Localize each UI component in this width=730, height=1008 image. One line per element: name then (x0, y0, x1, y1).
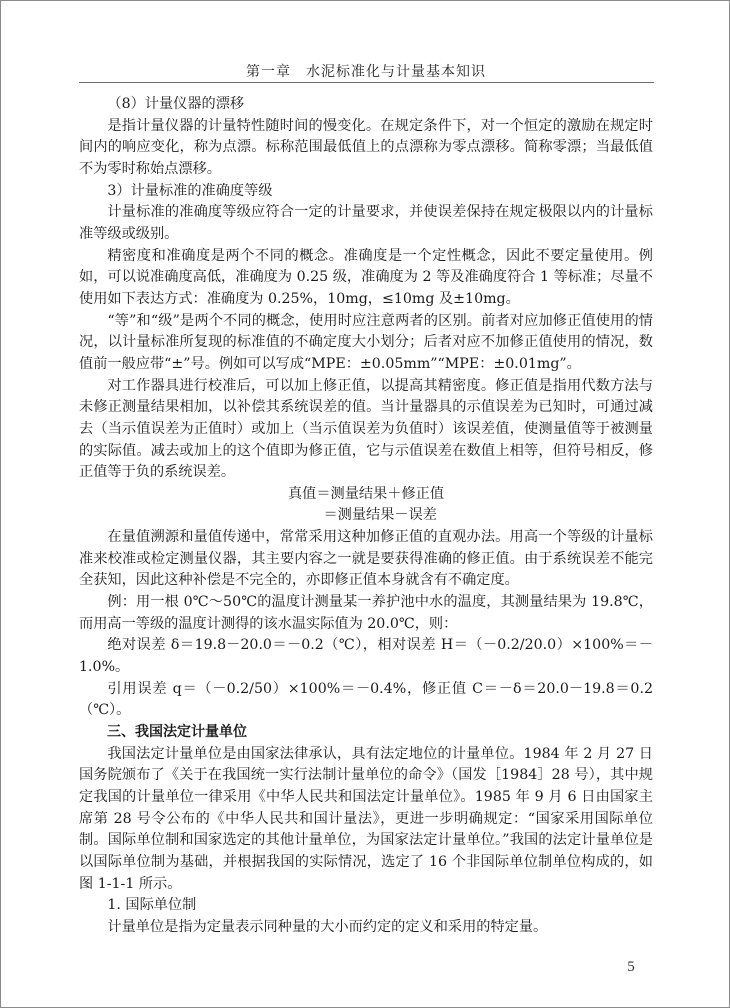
running-header: 第一章 水泥标准化与计量基本知识 (246, 64, 486, 80)
page-body (79, 94, 653, 939)
subheading-si: 1. 国际单位制 (107, 897, 197, 914)
paragraph-unit-definition: 计量单位是指为定量表示同种量的大小而约定的定义和采用的特定量。 (107, 918, 548, 935)
header-divider (79, 82, 654, 83)
paragraph-accuracy-class: 计量标准的准确度等级应符合一定的计量要求，并使误差保持在规定极限以内的计量标准等级或级别。 (79, 204, 653, 242)
paragraph-absolute-error: 绝对误差 δ＝19.8－20.0＝－0.2（℃），相对误差 H＝（－0.2/20.0）×100%＝－1.0%。 (79, 637, 653, 676)
equation-true-value-cont: ＝测量结果－误差 (323, 507, 437, 524)
paragraph-grade-vs-level: “等”和“级”是两个不同的概念，使用时应注意两者的区别。前者对应加修正值使用的情况，以计量标准所复现的标准值的不确定度大小划分；后者对应不加修正值使用的情况，数值前一般应带“±”号。例如可以写成“MPE：±0.05mm”“MPE：±0.01mg”。 (79, 312, 653, 372)
paragraph-precision-vs-accuracy: 精密度和准确度是两个不同的概念。准确度是一个定性概念，因此不要定量使用。例如，可以说准确度高低，准确度为 0.25 级，准确度为 2 等及准确度符合 1 等标准；尽量不使用如下表达方式：准确度为 0.25%，10mg，≤10mg 及±10mg。 (79, 247, 653, 307)
paragraph-legal-units: 我国法定计量单位是由国家法律承认，具有法定地位的计量单位。1984 年 2 月 27 日国务院颁布了《关于在我国统一实行法制计量单位的命令》（国发［1984］28 号），其中规定我国的计量单位一律采用《中华人民共和国法定计量单位》。1985 年 9 月 6 日由国家主席第 28 号令公布的《中华人民共和国计量法》，更进一步明确规定：“国家采用国际单位制。国际单位制和国家选定的其他计量单位，为国家法定计量单位。”我国的法定计量单位是以国际单位制为基础，并根据我国的实际情况，选定了 16 个非国际单位制单位构成的，如图 1-1-1 所示。 (79, 745, 653, 892)
paragraph-example: 例：用一根 0℃～50℃的温度计测量某一养护池中水的温度，其测量结果为 19.8℃，而用高一等级的温度计测得的该水温实际值为 20.0℃，则： (79, 594, 653, 632)
section-heading-legal-units: 三、我国法定计量单位 (107, 724, 247, 741)
paragraph-drift-definition: 是指计量仪器的计量特性随时间的慢变化。在规定条件下，对一个恒定的激励在规定时间内的响应变化，称为点漂。标称范围最低值上的点漂称为零点漂移。简称零漂；当最低值不为零时称始点漂移。 (79, 117, 653, 177)
subheading-accuracy-class: 3）计量标准的准确度等级 (107, 182, 273, 199)
paragraph-traceability: 在量值溯源和量值传递中，常常采用这种加修正值的直观办法。用高一个等级的计量标准来校准或检定测量仪器，其主要内容之一就是要获得准确的修正值。由于系统误差不能完全获知，因此这种补偿是不完全的，亦即修正值本身就含有不确定度。 (79, 529, 653, 589)
page-number: 5 (627, 959, 635, 975)
subheading-drift: （8）计量仪器的漂移 (107, 96, 245, 112)
paragraph-fiducial-error: 引用误差 q＝（－0.2/50）×100%＝－0.4%，修正值 C＝－δ＝20.0－19.8＝0.2（℃）。 (79, 680, 653, 719)
equation-true-value: 真值＝测量结果＋修正值 (287, 485, 445, 502)
paragraph-correction-value: 对工作器具进行校准后，可以加上修正值，以提高其精密度。修正值是指用代数方法与未修正测量结果相加，以补偿其系统误差的值。当计量器具的示值误差为已知时，可通过减去（当示值误差为正值时）或加上（当示值误差为负值时）该误差值，使测量值等于被测量的实际值。减去或加上的这个值即为修正值，它与示值误差在数值上相等，但符号相反，修正值等于负的系统误差。 (79, 377, 653, 481)
